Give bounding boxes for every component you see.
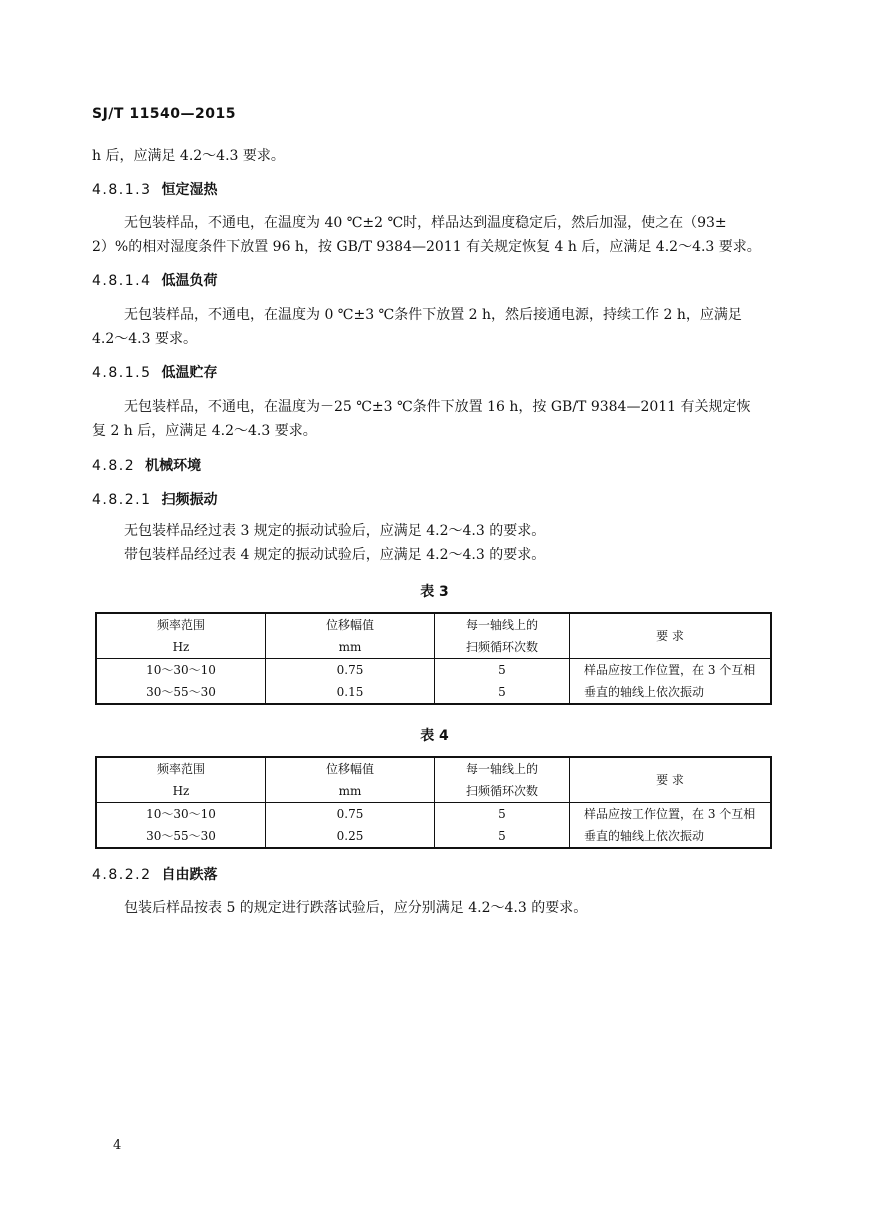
header-cell: 每一轴线上的	[435, 757, 570, 780]
heading-4-8-1-3	[92, 181, 217, 199]
heading-4-8-2	[92, 457, 201, 475]
header-cell: 频率范围	[96, 613, 266, 636]
clause-title: 恒定湿热	[161, 182, 218, 198]
table-cell: 5	[435, 825, 570, 848]
header-cell-requirement: 要 求	[570, 613, 772, 659]
heading-4-8-1-4	[92, 272, 217, 290]
table-cell: 垂直的轴线上依次振动	[570, 681, 772, 704]
table-cell: 30～55～30	[96, 825, 266, 848]
table-cell: 5	[435, 803, 570, 826]
table-cell: 30～55～30	[96, 681, 266, 704]
header-cell: 扫频循环次数	[435, 780, 570, 803]
table-cell: 0.25	[266, 825, 435, 848]
heading-4-8-2-1	[92, 491, 217, 509]
table-header-row	[96, 613, 771, 636]
table-cell: 10～30～10	[96, 803, 266, 826]
paragraph-line: 2）%的相对湿度条件下放置 96 h，按 GB/T 9384—2011 有关规定恢复 4 h 后，应满足 4.2～4.3 要求。	[92, 239, 761, 255]
standard-number: SJ/T 11540—2015	[92, 106, 236, 122]
table-cell: 0.75	[266, 803, 435, 826]
table-header-row	[96, 757, 771, 780]
clause-title: 扫频振动	[161, 492, 218, 508]
table-cell: 0.15	[266, 681, 435, 704]
header-cell: 每一轴线上的	[435, 613, 570, 636]
paragraph-line: 无包装样品，不通电，在温度为 0 ℃±3 ℃条件下放置 2 h，然后接通电源，持续工作 2 h，应满足	[124, 307, 742, 323]
paragraph-line: 4.2～4.3 要求。	[92, 331, 197, 347]
table-row	[96, 825, 771, 848]
page-number: 4	[113, 1138, 122, 1153]
table-cell: 5	[435, 681, 570, 704]
clause-title: 低温贮存	[161, 365, 218, 381]
table-cell: 垂直的轴线上依次振动	[570, 825, 772, 848]
header-cell: 位移幅值	[266, 613, 435, 636]
paragraph-line: 复 2 h 后，应满足 4.2～4.3 要求。	[92, 423, 317, 439]
clause-number: 4.8.2.1	[92, 492, 152, 508]
clause-number: 4.8.1.5	[92, 365, 152, 381]
table-row	[96, 659, 771, 682]
clause-title: 自由跌落	[161, 867, 218, 883]
header-cell: mm	[266, 780, 435, 803]
table-4	[95, 756, 772, 849]
table-row	[96, 803, 771, 826]
header-cell: mm	[266, 636, 435, 659]
table-cell: 0.75	[266, 659, 435, 682]
heading-4-8-2-2	[92, 866, 217, 884]
clause-number: 4.8.2.2	[92, 867, 152, 883]
paragraph-line: 无包装样品经过表 3 规定的振动试验后，应满足 4.2～4.3 的要求。	[124, 523, 546, 539]
heading-4-8-1-5	[92, 364, 217, 382]
header-cell: 扫频循环次数	[435, 636, 570, 659]
clause-title: 低温负荷	[161, 273, 218, 289]
table-3-caption: 表 3	[420, 584, 449, 600]
header-cell: 位移幅值	[266, 757, 435, 780]
clause-number: 4.8.1.3	[92, 182, 152, 198]
table-cell: 样品应按工作位置，在 3 个互相	[570, 659, 772, 682]
table-3	[95, 612, 772, 705]
clause-number: 4.8.2	[92, 458, 136, 474]
table-cell: 10～30～10	[96, 659, 266, 682]
header-cell-requirement: 要 求	[570, 757, 772, 803]
continued-paragraph: h 后，应满足 4.2～4.3 要求。	[92, 148, 285, 164]
clause-number: 4.8.1.4	[92, 273, 152, 289]
paragraph-line: 包装后样品按表 5 的规定进行跌落试验后，应分别满足 4.2～4.3 的要求。	[124, 900, 588, 916]
table-row	[96, 681, 771, 704]
paragraph-line: 无包装样品，不通电，在温度为 40 ℃±2 ℃时，样品达到温度稳定后，然后加湿，使之在（93±	[124, 215, 727, 231]
table-cell: 样品应按工作位置，在 3 个互相	[570, 803, 772, 826]
table-4-caption: 表 4	[420, 728, 449, 744]
paragraph-line: 无包装样品，不通电，在温度为－25 ℃±3 ℃条件下放置 16 h，按 GB/T 9384—2011 有关规定恢	[124, 399, 751, 415]
table-cell: 5	[435, 659, 570, 682]
clause-title: 机械环境	[145, 458, 202, 474]
header-cell: Hz	[96, 636, 266, 659]
header-cell: Hz	[96, 780, 266, 803]
header-cell: 频率范围	[96, 757, 266, 780]
paragraph-line: 带包装样品经过表 4 规定的振动试验后，应满足 4.2～4.3 的要求。	[124, 547, 546, 563]
